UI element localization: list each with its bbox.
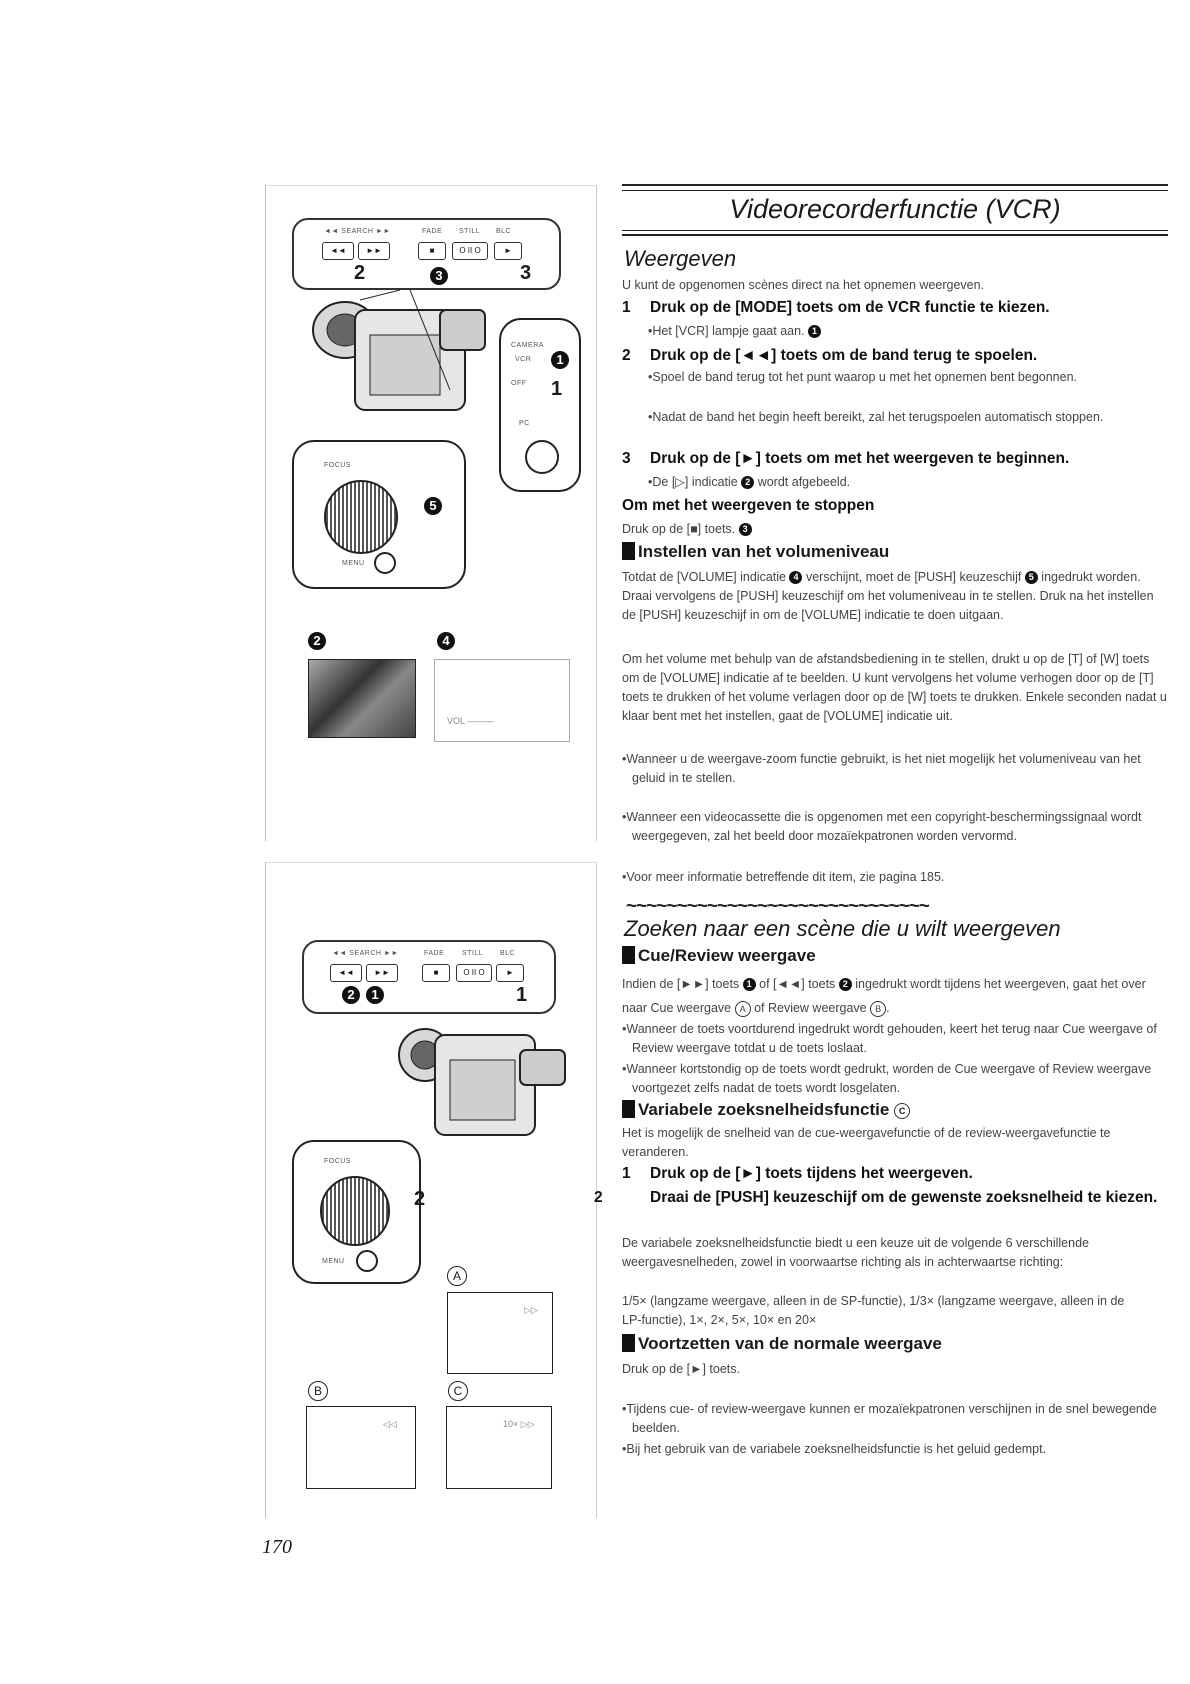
resume-heading: Voortzetten van de normale weergave [622,1334,942,1354]
screen-label-b: B [308,1381,328,1401]
ff-key: ►► [358,242,390,260]
speed-list: 1/5× (langzame weergave, alleen in de SP-functie), 1/3× (langzame weergave, alleen in de LP-functie), 1×, 2×, 5×, 10× en 20× [622,1294,1125,1327]
section-heading-zoeken: Zoeken naar een scène die u wilt weergeven [624,916,1061,941]
rewind-key: ◄◄ [322,242,354,260]
callout-1-badge: 1 [551,348,569,371]
still-key-b: O II O [456,964,492,982]
callout-2: 2 [354,262,366,284]
cue-paragraph: Indien de [►►] toets 1 of [◄◄] toets 2 ingedrukt wordt tijdens het weergeven, gaat het over naar Cue weergave A of Review weergave B . [622,977,1146,1015]
cue-screen [447,1292,553,1374]
copyright-note: •Wanneer een videocassette die is opgenomen met een copyright-beschermingssignaal wordt weergegeven, zal het beeld door mozaïekpatronen worden vervormd. [622,810,1142,843]
step-1-bullet: •Het [VCR] lampje gaat aan. 1 [648,322,1168,341]
step-3: 3 Druk op de [►] toets om met het weergeven te beginnen. [622,450,1070,467]
fade-label-b: FADE [424,950,445,957]
intro-text: U kunt de opgenomen scènes direct na het opnemen weergeven. [622,278,985,292]
wave-divider: ~~~~~~~~~~~~~~~~~~~~~~~~~~~~~~ [626,896,929,917]
screen-label-2: 2 [308,632,326,650]
menu-button-icon-b [356,1250,378,1272]
blc-label-b: BLC [500,950,516,957]
search-label: ◄◄ SEARCH ►► [324,228,391,235]
volume-heading: Instellen van het volumeniveau [622,542,889,562]
callout-2-dial: 2 [414,1188,426,1210]
play-key-b: ► [496,964,524,982]
screen-label-a: A [447,1266,467,1286]
volume-bullet: •Wanneer u de weergave-zoom functie gebruikt, is het niet mogelijk het volumeniveau van het geluid in te stellen. [622,752,1141,785]
switch-off-label: OFF [511,380,527,387]
page-title: Videorecorderfunctie (VCR) [729,194,1061,224]
callout-3: 3 [520,262,532,284]
switch-camera-label: CAMERA [511,342,544,349]
switch-dial-icon [525,440,559,474]
still-key: O II O [452,242,488,260]
cue-bullet-2: •Wanneer kortstondig op de toets wordt gedrukt, worden de Cue weergave of Review weergave voortgezet zelfs nadat de toets wordt losgelaten. [622,1062,1152,1095]
variable-step-2: 2 Draai de [PUSH] keuzeschijf om de gewenste zoeksnelheid te kiezen. [594,1189,1158,1206]
callout-5-badge: 5 [424,494,442,517]
step-2: 2 Druk op de [◄◄] toets om de band terug te spoelen. [622,347,1038,364]
switch-vcr-label: VCR [515,356,532,363]
menu-button-icon [374,552,396,574]
search-label-b: ◄◄ SEARCH ►► [332,950,399,957]
variable-paragraph-2: De variabele zoeksnelheidsfunctie biedt u een keuze uit de volgende 6 verschillende weergavesnelheden, zowel in voorwaartse richting als in achterwaartse richting: [622,1236,1089,1269]
volume-paragraph-1: Totdat de [VOLUME] indicatie 4 verschijnt, moet de [PUSH] keuzeschijf 5 ingedrukt worden. Draai vervolgens de [PUSH] keuzeschijf om het volumeniveau in te stellen. Druk na het instellen de [PUSH] keuzeschijf in om de [VOLUME] indicatie te doen uitgaan. [622,570,1154,622]
push-dial-zoom-bottom [292,1140,421,1284]
review-screen [306,1406,416,1489]
fade-label: FADE [422,228,443,235]
menu-label-b: MENU [322,1258,345,1265]
review-osd: ◁◁ [383,1419,397,1429]
title-rule-top [622,184,1168,186]
page-number: 170 [262,1536,292,1558]
title-rule-bottom [622,230,1168,231]
mosaic-note: •Tijdens cue- of review-weergave kunnen er mozaïekpatronen verschijnen in de snel bewegende beelden. [622,1402,1157,1435]
step-2-bullet-2: •Nadat de band het begin heeft bereikt, zal het terugspoelen automatisch stoppen. [648,410,1104,424]
stop-heading: Om met het weergeven te stoppen [622,497,875,514]
callout-3-badge: 3 [430,264,448,287]
still-label: STILL [459,228,481,235]
volume-screen [434,659,570,742]
stop-key-b: ■ [422,964,450,982]
mute-note: •Bij het gebruik van de variabele zoeksnelheidsfunctie is het geluid gedempt. [622,1442,1047,1456]
mode-switch-zoom [499,318,581,492]
cue-heading: Cue/Review weergave [622,946,816,966]
section-heading-weergeven: Weergeven [624,246,737,271]
still-label-b: STILL [462,950,484,957]
focus-label-b: FOCUS [324,1158,351,1165]
variable-speed-screen [446,1406,552,1489]
volume-osd: VOL ——— [447,716,495,726]
title-rule-bottom-thick [622,234,1168,236]
button-bar-bottom [302,940,556,1014]
camcorder-illustration-bottom [395,1015,580,1155]
play-key: ► [494,242,522,260]
stop-key: ■ [418,242,446,260]
step-3-bullet: •De [▷] indicatie 2 wordt afgebeeld. [648,475,851,489]
step-1: 1 Druk op de [MODE] toets om de VCR functie te kiezen. [622,299,1050,316]
callout-1-badge-b: 1 [366,986,384,1004]
playback-screen-image [308,659,416,738]
push-dial-icon [324,480,398,554]
variable-heading: Variabele zoeksnelheidsfunctie C [622,1100,910,1120]
variable-osd: 10× ▷▷ [503,1419,535,1429]
ff-key-b: ►► [366,964,398,982]
title-rule-top-thin [622,190,1168,191]
resume-text: Druk op de [►] toets. [622,1362,740,1376]
blc-label: BLC [496,228,512,235]
button-bar-top [292,218,561,290]
variable-step-1: 1 Druk op de [►] toets tijdens het weergeven. [622,1165,973,1182]
screen-label-c: C [448,1381,468,1401]
camcorder-illustration-top [300,290,530,440]
volume-paragraph-2: Om het volume met behulp van de afstandsbediening in te stellen, drukt u op de [T] of [W] toets om de [VOLUME] indicatie af te beelden. U kunt vervolgens het volume verhogen door op de [T] toets te drukken of het volume verlagen door op de [W] toets te drukken. Enkele seconden nadat u klaar bent met het instellen, gaat de [VOLUME] indicatie uit. [622,652,1167,723]
cue-bullet-1: •Wanneer de toets voortdurend ingedrukt wordt gehouden, keert het terug naar Cue weergave of Review weergave totdat u de toets loslaat. [622,1022,1157,1055]
page-ref-note: •Voor meer informatie betreffende dit item, zie pagina 185. [622,870,945,884]
callout-1-b: 1 [516,984,528,1006]
focus-label: FOCUS [324,462,351,469]
rewind-key-b: ◄◄ [330,964,362,982]
menu-label: MENU [342,560,365,567]
callout-2-badge-b: 2 [342,986,360,1004]
screen-label-4: 4 [437,632,455,650]
switch-pc-label: PC [519,420,530,427]
variable-paragraph: Het is mogelijk de snelheid van de cue-weergavefunctie of de review-weergavefunctie te veranderen. [622,1126,1111,1159]
push-dial-zoom [292,440,466,589]
push-dial-icon-b [320,1176,390,1246]
step-2-bullet-1: •Spoel de band terug tot het punt waarop u met het opnemen bent begonnen. [648,370,1078,384]
stop-text: Druk op de [■] toets. 3 [622,520,1170,539]
callout-1: 1 [551,378,563,400]
cue-osd: ▷▷ [524,1305,538,1315]
